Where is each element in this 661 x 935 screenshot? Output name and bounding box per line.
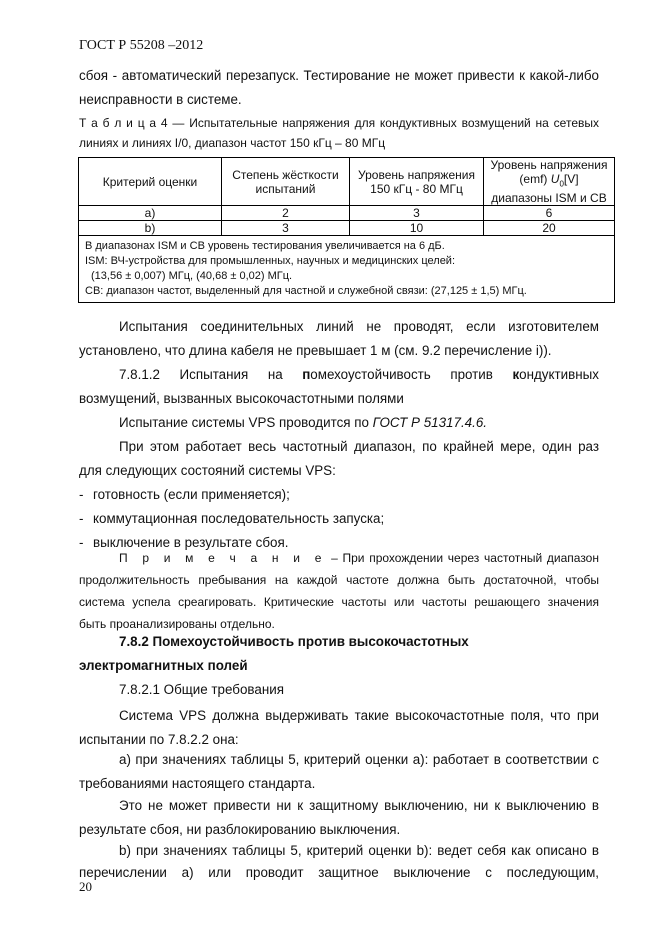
header-severity: Степень жёсткости испытаний xyxy=(222,158,350,206)
text-line: возмущений, вызванных высокочастотными полями xyxy=(79,391,404,406)
table-notes-row xyxy=(79,236,615,303)
table-note: ISM: ВЧ-устройства для промышленных, научных и медицинских целей: xyxy=(85,255,456,268)
table-note: (13,56 ± 0,007) МГц, (40,68 ± 0,02) МГц. xyxy=(91,270,293,283)
text-line: неисправности в системе. xyxy=(79,92,242,107)
caption-text: 4 — Испытательные напряжения для кондуктивных возмущений на сетевых xyxy=(160,116,599,130)
table-cell: b) xyxy=(79,221,222,236)
table-note: СВ: диапазон частот, выделенный для частной и служебной связи: (27,125 ± 1,5) МГц. xyxy=(85,285,527,298)
text-line: для следующих состояний системы VPS: xyxy=(79,463,336,478)
note-line: быть проанализированы отдельно. xyxy=(79,617,275,631)
text-line: установлено, что длина кабеля не превышает 1 м (см. 9.2 перечисление i)). xyxy=(79,343,552,358)
header-criterion: Критерий оценки xyxy=(79,158,222,206)
table-note: В диапазонах ISM и СВ уровень тестирования увеличивается на 6 дБ. xyxy=(85,240,445,253)
table-cell: 3 xyxy=(222,221,350,236)
text-line: Система VPS должна выдерживать такие высокочастотные поля, что при xyxy=(119,708,599,723)
table-header-row xyxy=(79,158,615,206)
table-cell: a) xyxy=(79,206,222,221)
page-number: 20 xyxy=(79,879,92,894)
caption-label: Т а б л и ц а xyxy=(79,116,157,130)
text-line: требованиями настоящего стандарта. xyxy=(79,776,316,791)
text-line: При этом работает весь частотный диапазон, по крайней мере, один раз xyxy=(119,439,599,454)
table-row xyxy=(79,206,615,221)
section-heading: 7.8.2 Помехоустойчивость против высокочастотных xyxy=(119,634,469,649)
table-cell: 2 xyxy=(222,206,350,221)
table-4 xyxy=(78,157,615,303)
standard-reference: ГОСТ Р 51317.4.6. xyxy=(372,415,487,430)
caption-line: линиях и линиях I/0, диапазон частот 150 кГц – 80 МГц xyxy=(79,136,386,150)
list-item: - коммутационная последовательность запуска; xyxy=(79,511,385,526)
table-row xyxy=(79,221,615,236)
text-line: Испытание системы VPS проводится по ГОСТ Р 51317.4.6. xyxy=(119,415,487,430)
section-heading: электромагнитных полей xyxy=(79,658,248,673)
text-line: перечислении a) или проводит защитное выключение с последующим, xyxy=(79,865,599,880)
note-line: П р и м е ч а н и е – При прохождении через частотный диапазон xyxy=(119,551,599,565)
text-line: сбоя - автоматический перезапуск. Тестирование не может привести к какой-либо xyxy=(79,68,599,83)
subsection-title: 7.8.2.1 Общие требования xyxy=(119,682,284,697)
text-line: Это не может привести ни к защитному выключению, ни к выключению в xyxy=(119,798,599,813)
header-voltage-ism: Уровень напряжения (emf) $U_0[V]$ диапазоны ISM и CB xyxy=(484,158,615,206)
text-line: b) при значениях таблицы 5, критерий оценки b): ведет себя как описано в xyxy=(119,843,599,858)
header-voltage-range: Уровень напряжения 150 кГц - 80 МГц xyxy=(350,158,484,206)
note-line: продолжительность пребывания на каждой частоте должна быть достаточной, чтобы xyxy=(79,573,599,587)
table-notes xyxy=(79,236,615,303)
text-line: a) при значениях таблицы 5, критерий оценки a): работает в соответствии с xyxy=(119,752,599,767)
table-cell: 3 xyxy=(350,206,484,221)
section-heading-line: 7.8.1.2 Испытания на помехоустойчивость против кондуктивных xyxy=(119,367,599,382)
text-line: испытании по 7.8.2.2 она: xyxy=(79,732,239,747)
table-cell: 20 xyxy=(484,221,615,236)
note-label: П р и м е ч а н и е xyxy=(119,551,327,565)
list-item: - готовность (если применяется); xyxy=(79,487,290,502)
text-line: Испытания соединительных линий не проводят, если изготовителем xyxy=(119,319,599,334)
document-header: ГОСТ Р 55208 –2012 xyxy=(79,38,204,53)
text-line: результате сбоя, ни разблокированию выключения. xyxy=(79,822,401,837)
table-cell: 10 xyxy=(350,221,484,236)
note-line: система успела среагировать. Критические частоты или частоты решающего значения xyxy=(79,595,599,609)
table-cell: 6 xyxy=(484,206,615,221)
list-item: - выключение в результате сбоя. xyxy=(79,535,289,550)
caption-line xyxy=(79,116,599,130)
